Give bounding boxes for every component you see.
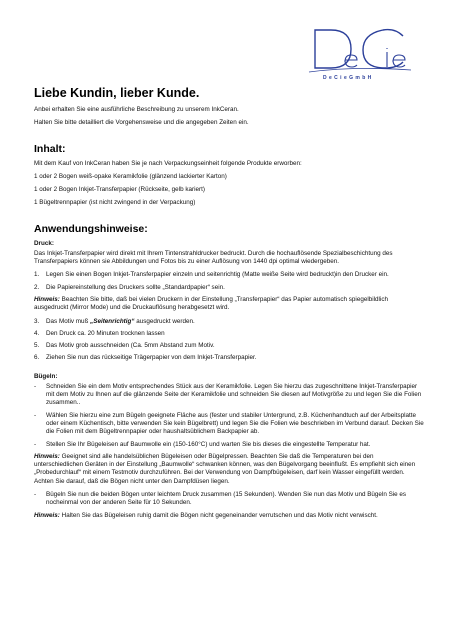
section-heading-anwendung: Anwendungshinweise: — [34, 222, 148, 235]
document-content — [34, 86, 424, 525]
company-logo — [305, 22, 415, 84]
hint-paragraph: Hinweis: Beachten Sie bitte, daß bei vielen Druckern in der Einstellung „Transferpapier“ das Papier automatisch spiegelbildlich ausgedruckt (Mirror Mode) und die Druckauflösung herabgesetzt wird. — [34, 295, 388, 312]
inhalt-lead: Mit dem Kauf von InkCeran haben Sie je nach Verpackungseinheit folgende Produkte erworben: — [34, 159, 302, 167]
section-heading-inhalt: Inhalt: — [34, 142, 66, 155]
buegeln-label: Bügeln: — [34, 372, 58, 380]
list-item: - Stellen Sie Ihr Bügeleisen auf Baumwolle ein (150-160°C) und warten Sie bis dieses die eingestellte Temperatur hat. — [34, 440, 371, 448]
hint-paragraph: Hinweis: Geeignet sind alle handelsüblichen Bügeleisen oder Bügelpressen. Beachten Sie daß die Temperaturen bei den unterschiedlichen Geräten in der Einstellung „Baumwolle“ schwanken können, was den Bügelvorgang beeinflußt. Es empfiehlt sich einen „Probedurchlauf“ mit einem Testmotiv durchzuführen. Bei der Verwendung von Dampfbügeleisen, darf kein Wasser eingefüllt werden. Achten Sie darauf, daß die Bögen nicht unter den Dampfdüsen liegen. — [34, 452, 416, 485]
druck-steps-a — [34, 271, 424, 292]
list-item: - Schneiden Sie ein dem Motiv entsprechendes Stück aus der Keramikfolie. Legen Sie hierzu das zugeschnittene Inkjet-Transferpapier mit dem Motiv zu Ihnen auf die glänzende Seite der Keramikfolie und schneiden Sie diesen auf Motivgröße zu und legen Sie die Folien zusammen.. — [34, 382, 422, 407]
list-item: 2. Die Papiereinstellung des Druckers sollte „Standardpapier“ sein. — [34, 283, 225, 291]
inhalt-item: 1 Bügeltrennpapier (ist nicht zwingend in der Verpackung) — [34, 199, 196, 207]
druck-label: Druck: — [34, 239, 54, 247]
buegeln-steps-a — [34, 383, 424, 449]
list-item: 3. Das Motiv muß „Seitenrichtig“ ausgedruckt werden. — [34, 317, 195, 325]
list-item: 6. Ziehen Sie nun das rückseitige Trägerpapier von dem Inkjet-Transferpapier. — [34, 354, 257, 362]
list-item: 4. Den Druck ca. 20 Minuten trocknen lassen — [34, 329, 165, 337]
logo-subtext: D e C i e G m b H — [323, 75, 372, 81]
buegeln-steps-b — [34, 491, 424, 508]
intro-line-1: Anbei erhalten Sie eine ausführliche Beschreibung zu unserem InkCeran. — [34, 106, 239, 113]
inhalt-item: 1 oder 2 Bogen Inkjet-Transferpapier (Rückseite, gelb kariert) — [34, 186, 205, 194]
druck-steps-b — [34, 318, 424, 363]
page-title: Liebe Kundin, lieber Kunde. — [34, 86, 200, 100]
hint-paragraph: Hinweis: Halten Sie das Bügeleisen ruhig damit die Bögen nicht gegeneinander verrutschen und das Motiv nicht verwischt. — [34, 511, 378, 519]
inhalt-item: 1 oder 2 Bogen weiß-opake Keramikfolie (glänzend lackierter Karton) — [34, 172, 227, 180]
list-item: 1. Legen Sie einen Bogen Inkjet-Transferpapier einzeln und seitenrichtig (Matte weiße Seite wird bedruckt)in den Drucker ein. — [34, 271, 389, 279]
list-item: 5. Das Motiv grob ausschneiden (Ca. 5mm Abstand zum Motiv. — [34, 342, 215, 350]
list-item: - Bügeln Sie nun die beiden Bögen unter leichtem Druck zusammen (15 Sekunden). Wenden Sie nun das Motiv und Bügeln Sie es nocheinmal von der anderen Seite für 10 Sekunden. — [34, 491, 407, 507]
druck-text: Das Inkjet-Transferpapier wird direkt mit Ihrem Tintenstrahldrucker bedruckt. Durch die hochauflösende Spezialbeschichtung des Transferpapiers können sie Abbildungen und Fotos bis zu einer Auflösung von 1440 dpi optimal wiedergeben. — [34, 249, 393, 266]
list-item: - Wählen Sie hierzu eine zum Bügeln geeignete Fläche aus (fester und stabiler Untergrund, z.B. Küchenhandtuch auf der Arbeitsplatte oder einem Küchentisch, bitte verwenden Sie kein Bügelbrett) und legen Sie die Folien wie beschrieben im Verbund darauf. Decken Sie die Folien mit dem Bügeltrennpapier oder haushaltsüblichem Backpapier ab. — [34, 411, 424, 436]
intro-line-2: Halten Sie bitte detailliert die Vorgehensweise und die angegeben Zeiten ein. — [34, 119, 249, 127]
